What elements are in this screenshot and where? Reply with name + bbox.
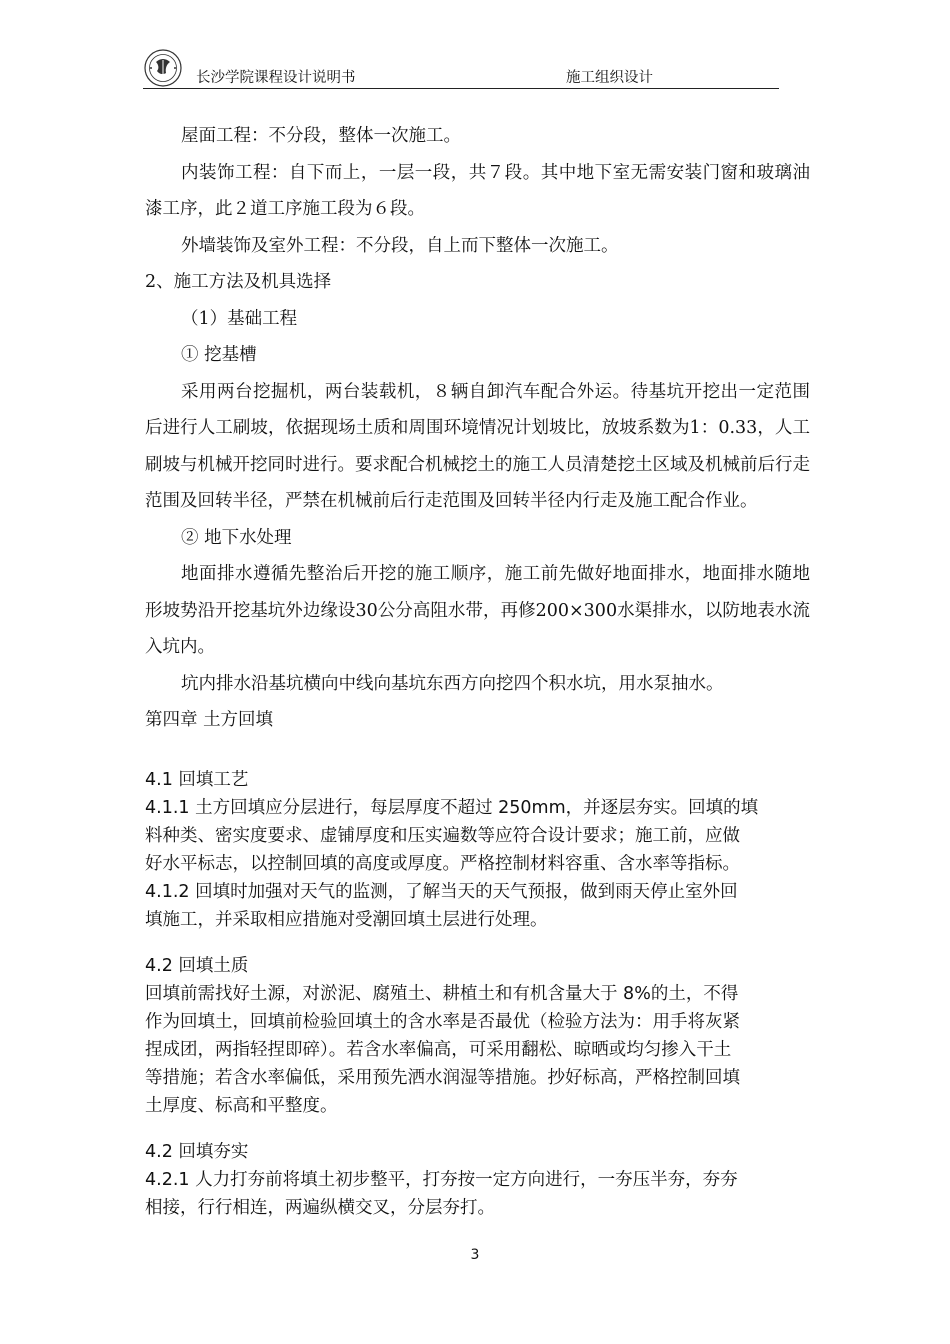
page-number: 3 bbox=[470, 1247, 480, 1263]
text-line: 作为回填土，回填前检验回填土的含水率是否最优（检验方法为：用手将灰紧 bbox=[145, 1012, 740, 1032]
paragraph: 地面排水遵循先整治后开挖的施工顺序，施工前先做好地面排水，地面排水随地形坡势沿开挖基坑外边缘设30公分高阻水带，再修200×300水渠排水，以防地表水流入坑内。 bbox=[145, 564, 810, 657]
text-line: 4.2.1 人力打夯前将填土初步整平，打夯按一定方向进行，一夯压半夯，夯夯 bbox=[145, 1170, 738, 1190]
text-line: 4.1.1 土方回填应分层进行，每层厚度不超过 250mm，并逐层夯实。回填的填 bbox=[145, 798, 759, 818]
text-line: 填施工，并采取相应措施对受潮回填土层进行处理。 bbox=[145, 910, 548, 930]
text-line: 土厚度、标高和平整度。 bbox=[145, 1096, 338, 1116]
item-heading: ② 地下水处理 bbox=[181, 527, 292, 548]
header-subtitle: 施工组织设计 bbox=[566, 70, 653, 86]
paragraph: 屋面工程：不分段，整体一次施工。 bbox=[181, 126, 461, 146]
spacer bbox=[145, 934, 800, 952]
paragraph: 内装饰工程：自下而上，一层一段，共７段。其中地下室无需安装门窗和玻璃油漆工序，此２道工序施工段为６段。 bbox=[145, 162, 810, 219]
paragraph: 外墙装饰及室外工程：不分段，自上而下整体一次施工。 bbox=[181, 235, 619, 256]
text-line: 4.1.2 回填时加强对天气的监测，了解当天的天气预报，做到雨天停止室外回 bbox=[145, 882, 738, 902]
text-line: 好水平标志，以控制回填的高度或厚度。严格控制材料容重、含水率等指标。 bbox=[145, 854, 740, 874]
item-heading: ① 挖基槽 bbox=[181, 345, 257, 365]
section-heading: 4.1 回填工艺 bbox=[145, 770, 249, 790]
subsection-heading: （1）基础工程 bbox=[181, 308, 298, 329]
section-heading: 4.2 回填夯实 bbox=[145, 1142, 249, 1162]
paragraph: 坑内排水沿基坑横向中线向基坑东西方向挖四个积水坑，用水泵抽水。 bbox=[181, 673, 724, 694]
body-text bbox=[145, 118, 810, 739]
section-heading: 4.2 回填土质 bbox=[145, 956, 249, 976]
spacer bbox=[145, 1120, 800, 1138]
text-line: 相接，行行相连，两遍纵横交叉，分层夯打。 bbox=[145, 1198, 495, 1218]
text-line: 捏成团，两指轻捏即碎）。若含水率偏高，可采用翻松、晾晒或均匀掺入干土 bbox=[145, 1040, 732, 1060]
section-heading: 2、施工方法及机具选择 bbox=[145, 272, 332, 292]
backfill-section bbox=[145, 766, 800, 1222]
chapter-heading: 第四章 土方回填 bbox=[145, 710, 274, 730]
paragraph: 采用两台挖掘机，两台装载机，８辆自卸汽车配合外运。待基坑开挖出一定范围后进行人工刷坡，依据现场土质和周围环境情况计划坡比，放坡系数为1：0.33，人工刷坡与机械开挖同时进行。要求配合机械挖土的施工人员清楚挖土区域及机械前后行走范围及回转半径，严禁在机械前后行走范围及回转半径内行走及施工配合作业。 bbox=[145, 381, 810, 511]
text-line: 料种类、密实度要求、虚铺厚度和压实遍数等应符合设计要求；施工前，应做 bbox=[145, 826, 740, 846]
text-line: 回填前需找好土源，对淤泥、腐殖土、耕植土和有机含量大于 8%的土，不得 bbox=[145, 984, 739, 1004]
header-title: 长沙学院课程设计说明书 bbox=[196, 70, 356, 86]
university-logo-icon bbox=[143, 48, 183, 88]
page-header bbox=[143, 44, 779, 89]
text-line: 等措施；若含水率偏低，采用预先洒水润湿等措施。抄好标高，严格控制回填 bbox=[145, 1068, 740, 1088]
